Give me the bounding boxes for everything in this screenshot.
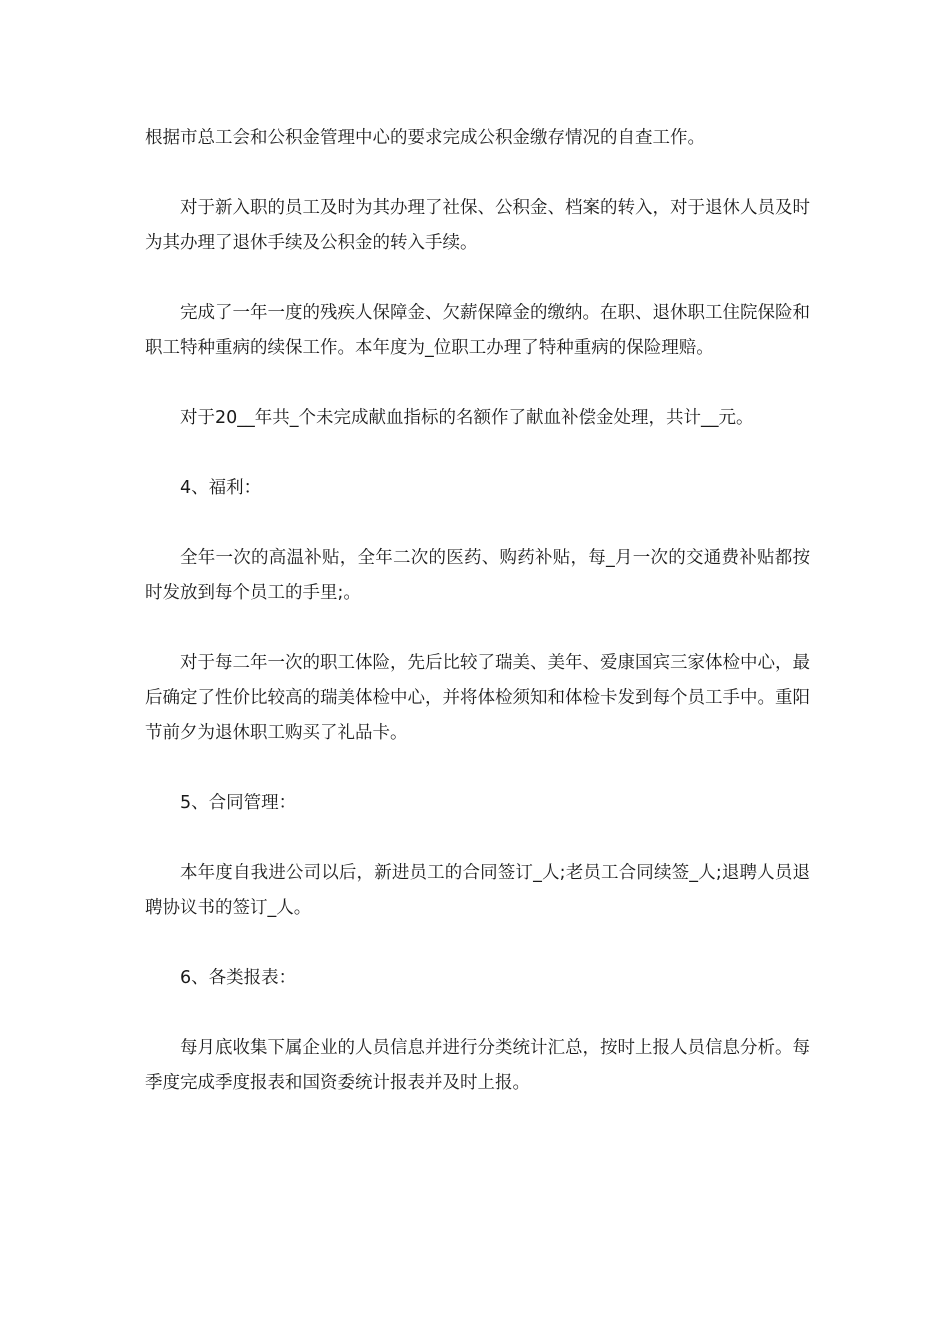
document-body xyxy=(145,121,810,1136)
section-heading-reports: 6、各类报表： xyxy=(180,968,297,988)
paragraph-housing-fund-check: 根据市总工会和公积金管理中心的要求完成公积金缴存情况的自查工作。 xyxy=(145,128,705,148)
paragraph-blood-donation: 对于20__年共_个未完成献血指标的名额作了献血补偿金处理，共计__元。 xyxy=(180,408,754,428)
paragraph-insurance: 完成了一年一度的残疾人保障金、欠薪保障金的缴纳。在职、退休职工住院保险和职工特种重病的续保工作。本年度为_位职工办理了特种重病的保险理赔。 xyxy=(145,303,810,358)
section-heading-contract: 5、合同管理： xyxy=(180,793,297,813)
paragraph-new-hire-retiree: 对于新入职的员工及时为其办理了社保、公积金、档案的转入，对于退休人员及时为其办理了退休手续及公积金的转入手续。 xyxy=(145,198,810,253)
paragraph-reports: 每月底收集下属企业的人员信息并进行分类统计汇总，按时上报人员信息分析。每季度完成季度报表和国资委统计报表并及时上报。 xyxy=(145,1038,810,1093)
paragraph-contracts: 本年度自我进公司以后，新进员工的合同签订_人;老员工合同续签_人;退聘人员退聘协议书的签订_人。 xyxy=(145,863,810,918)
paragraph-health-check: 对于每二年一次的职工体险，先后比较了瑞美、美年、爱康国宾三家体检中心，最后确定了性价比较高的瑞美体检中心，并将体检须知和体检卡发到每个员工手中。重阳节前夕为退休职工购买了礼品卡。 xyxy=(145,653,810,743)
paragraph-subsidies: 全年一次的高温补贴，全年二次的医药、购药补贴，每_月一次的交通费补贴都按时发放到每个员工的手里;。 xyxy=(145,548,810,603)
section-heading-welfare: 4、福利： xyxy=(180,478,262,498)
